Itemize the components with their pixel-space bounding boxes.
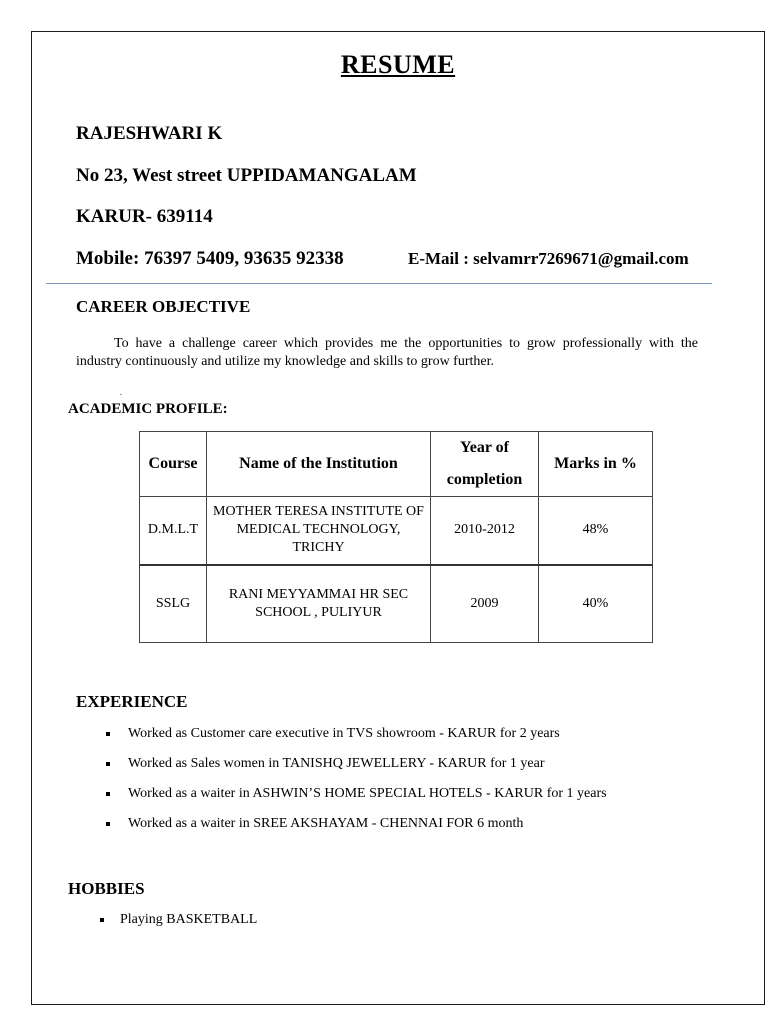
career-objective-text: To have a challenge career which provides me the opportunities to grow professionally with the industry continuously and utilize my knowledge and skills to grow further. — [76, 336, 698, 369]
list-item: Worked as Sales women in TANISHQ JEWELLERY - KARUR for 1 year — [106, 755, 607, 785]
address-line-1: No 23, West street UPPIDAMANGALAM — [76, 165, 417, 186]
col-header-marks: Marks in % — [539, 432, 653, 497]
career-objective-heading: CAREER OBJECTIVE — [76, 297, 251, 316]
cell-marks: 48% — [539, 497, 653, 565]
list-item: Worked as a waiter in SREE AKSHAYAM - CHENNAI FOR 6 month — [106, 815, 607, 845]
cell-year: 2010-2012 — [431, 497, 539, 565]
address-line-2: KARUR- 639114 — [76, 206, 213, 227]
header-divider — [46, 283, 712, 284]
table-row — [140, 565, 653, 643]
academic-table — [139, 431, 653, 643]
email-address: E-Mail : selvamrr7269671@gmail.com — [408, 249, 689, 268]
col-header-year: Year of completion — [431, 432, 539, 497]
cell-course: D.M.L.T — [140, 497, 207, 565]
academic-profile-heading: ACADEMIC PROFILE: — [68, 401, 228, 417]
resume-title: RESUME — [340, 50, 456, 79]
cell-institution: MOTHER TERESA INSTITUTE OF MEDICAL TECHNOLOGY, TRICHY — [207, 497, 431, 565]
cell-institution: RANI MEYYAMMAI HR SEC SCHOOL , PULIYUR — [207, 565, 431, 643]
cell-year: 2009 — [431, 565, 539, 643]
cell-marks: 40% — [539, 565, 653, 643]
mobile-number: Mobile: 76397 5409, 93635 92338 — [76, 248, 344, 269]
col-header-institution: Name of the Institution — [207, 432, 431, 497]
stray-mark: . — [120, 388, 122, 397]
list-item: Worked as Customer care executive in TVS showroom - KARUR for 2 years — [106, 725, 607, 755]
table-row — [140, 497, 653, 565]
candidate-name: RAJESHWARI K — [76, 123, 223, 144]
cell-course: SSLG — [140, 565, 207, 643]
col-header-course: Course — [140, 432, 207, 497]
hobbies-heading: HOBBIES — [68, 879, 145, 898]
experience-list — [106, 725, 607, 845]
experience-heading: EXPERIENCE — [76, 692, 188, 711]
list-item: Playing BASKETBALL — [100, 911, 257, 929]
hobbies-list — [100, 911, 257, 929]
list-item: Worked as a waiter in ASHWIN’S HOME SPECIAL HOTELS - KARUR for 1 years — [106, 785, 607, 815]
table-header-row — [140, 432, 653, 497]
